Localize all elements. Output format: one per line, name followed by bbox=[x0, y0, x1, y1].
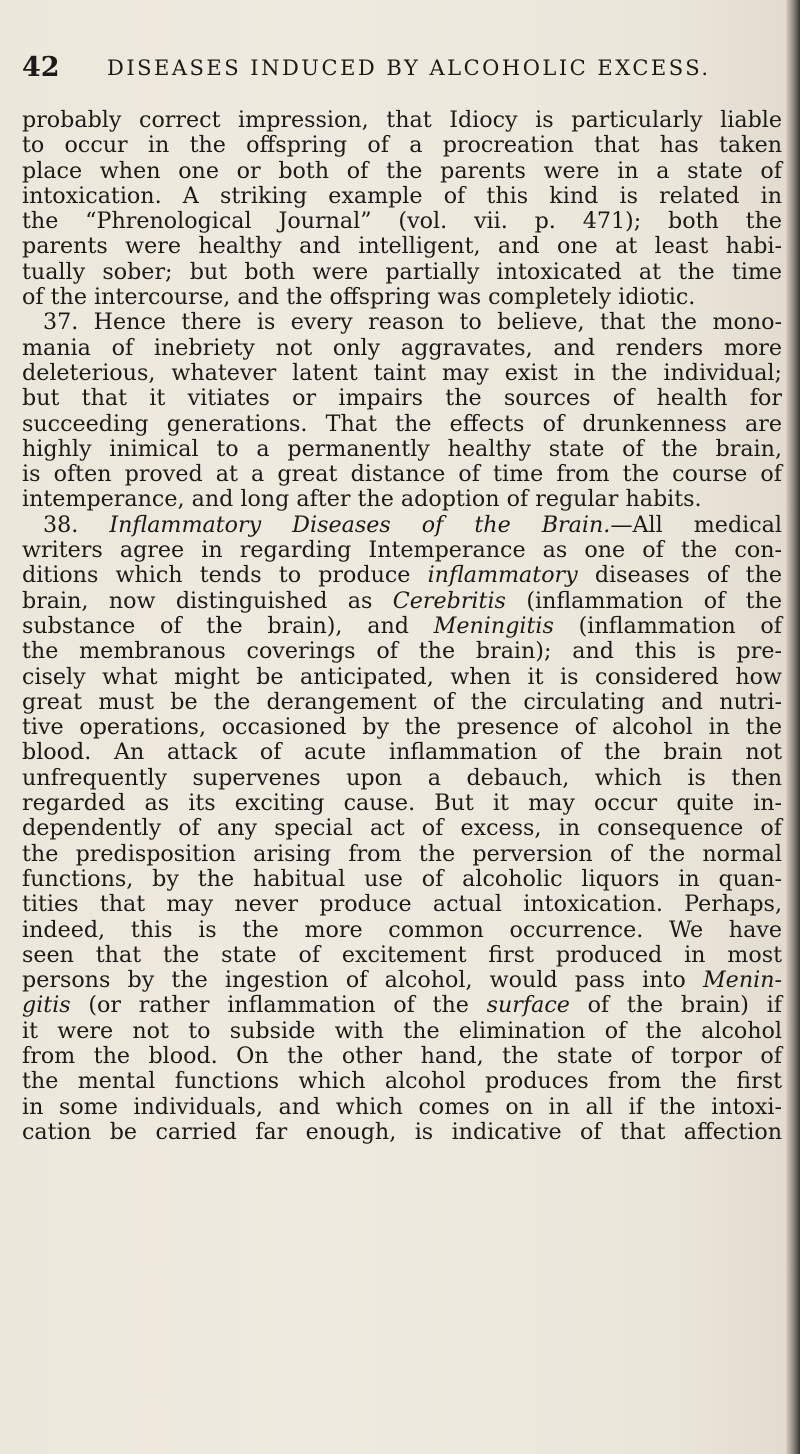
line-text: the “Phrenological Journal” (vol. vii. p. 471); both the bbox=[22, 208, 782, 235]
line-text: tities that may never produce actual intoxication. Perhaps, bbox=[22, 891, 782, 918]
text-line bbox=[22, 437, 782, 462]
line-text: of the intercourse, and the offspring was completely idiotic. bbox=[22, 284, 696, 311]
italic-term: Menin- bbox=[702, 967, 782, 994]
text-line bbox=[22, 892, 782, 917]
line-text: deleterious, whatever latent taint may exist in the individual; bbox=[22, 359, 782, 386]
text-line bbox=[22, 108, 782, 133]
line-text: tive operations, occasioned by the presence of alcohol in the bbox=[22, 714, 782, 741]
text-line bbox=[22, 1019, 782, 1044]
line-text: cation be carried far enough, is indicative of that affection bbox=[22, 1118, 782, 1145]
line-text: intemperance, and long after the adoption of regular habits. bbox=[22, 486, 702, 513]
text-line bbox=[22, 234, 782, 259]
text-line bbox=[22, 184, 782, 209]
line-text: blood. An attack of acute inflammation of the brain not bbox=[22, 739, 782, 766]
text-line bbox=[22, 412, 782, 437]
text-line bbox=[22, 867, 782, 892]
text-line bbox=[22, 639, 782, 664]
text-line bbox=[22, 918, 782, 943]
section-number: 38. bbox=[43, 511, 79, 538]
line-text: functions, by the habitual use of alcoholic liquors in quan- bbox=[22, 865, 782, 892]
line-text: highly inimical to a permanently healthy state of the brain, bbox=[22, 435, 782, 462]
page-number: 42 bbox=[22, 52, 60, 83]
line-text: substance of the brain), and bbox=[22, 612, 409, 639]
text-line bbox=[22, 589, 782, 614]
paragraph-37-start bbox=[22, 310, 782, 335]
text-line bbox=[22, 842, 782, 867]
line-text: seen that the state of excitement first produced in most bbox=[22, 941, 782, 968]
text-line bbox=[22, 943, 782, 968]
italic-term: Meningitis bbox=[433, 612, 554, 639]
text-line bbox=[22, 1095, 782, 1120]
line-text: place when one or both of the parents were in a state of bbox=[22, 157, 782, 184]
line-text: diseases of the bbox=[594, 562, 782, 589]
text-line bbox=[22, 715, 782, 740]
line-text: ditions which tends to produce bbox=[22, 562, 411, 589]
line-text: but that it vitiates or impairs the sources of health for bbox=[22, 385, 782, 412]
section-heading: Inflammatory Diseases of the Brain. bbox=[109, 511, 611, 538]
line-text: (inflammation of the bbox=[526, 587, 782, 614]
text-line bbox=[22, 538, 782, 563]
line-text: parents were healthy and intelligent, and one at least habi- bbox=[22, 233, 782, 260]
line-text: in some individuals, and which comes on in all if the intoxi- bbox=[22, 1093, 782, 1120]
page-edge-shadow bbox=[786, 0, 800, 1454]
page-header bbox=[22, 52, 711, 92]
line-text: great must be the derangement of the circulating and nutri- bbox=[22, 688, 782, 715]
text-line bbox=[22, 159, 782, 184]
paragraph-38-start bbox=[22, 513, 782, 538]
line-text: writers agree in regarding Intemperance as one of the con- bbox=[22, 537, 782, 564]
text-line bbox=[22, 209, 782, 234]
line-text: cisely what might be anticipated, when it is considered how bbox=[22, 663, 782, 690]
text-line bbox=[22, 361, 782, 386]
text-line bbox=[22, 690, 782, 715]
line-text: intoxication. A striking example of this kind is related in bbox=[22, 182, 782, 209]
text-line bbox=[22, 260, 782, 285]
text-line bbox=[22, 487, 782, 512]
line-text: (or rather inflammation of the bbox=[88, 992, 469, 1019]
running-title: DISEASES INDUCED BY ALCOHOLIC EXCESS. bbox=[107, 56, 711, 80]
text-line bbox=[22, 563, 782, 588]
text-line bbox=[22, 336, 782, 361]
line-text: (inflammation of bbox=[578, 612, 782, 639]
line-text: indeed, this is the more common occurrence. We have bbox=[22, 916, 782, 943]
italic-term: inflammatory bbox=[427, 562, 578, 589]
line-text: tually sober; but both were partially intoxicated at the time bbox=[22, 258, 782, 285]
text-line bbox=[22, 462, 782, 487]
text-line bbox=[22, 1069, 782, 1094]
text-line bbox=[22, 816, 782, 841]
text-line bbox=[22, 1044, 782, 1069]
line-text: is often proved at a great distance of time from the course of bbox=[22, 461, 782, 488]
text-line bbox=[22, 791, 782, 816]
text-line bbox=[22, 133, 782, 158]
text-line bbox=[22, 968, 782, 993]
line-text: it were not to subside with the elimination of the alcohol bbox=[22, 1017, 782, 1044]
text-line bbox=[22, 665, 782, 690]
line-text: from the blood. On the other hand, the state of torpor of bbox=[22, 1042, 782, 1069]
text-line bbox=[22, 740, 782, 765]
line-text: mania of inebriety not only aggravates, and renders more bbox=[22, 334, 782, 361]
italic-term: gitis bbox=[22, 992, 71, 1019]
line-text: succeeding generations. That the effects of drunkenness are bbox=[22, 410, 782, 437]
line-text: dependently of any special act of excess, in consequence of bbox=[22, 815, 782, 842]
line-text: —All medical bbox=[610, 511, 782, 538]
text-line bbox=[22, 1120, 782, 1145]
line-text: regarded as its exciting cause. But it may occur quite in- bbox=[22, 790, 782, 817]
italic-term: surface bbox=[486, 992, 570, 1019]
line-text: the predisposition arising from the perversion of the normal bbox=[22, 840, 782, 867]
line-text: probably correct impression, that Idiocy is particularly liable bbox=[22, 107, 782, 133]
text-line bbox=[22, 614, 782, 639]
text-line bbox=[22, 993, 782, 1018]
line-text: the mental functions which alcohol produces from the first bbox=[22, 1068, 782, 1095]
line-text: brain, now distinguished as bbox=[22, 587, 373, 614]
text-line bbox=[22, 766, 782, 791]
text-line bbox=[22, 386, 782, 411]
line-text: to occur in the offspring of a procreation that has taken bbox=[22, 132, 782, 159]
line-text: unfrequently supervenes upon a debauch, which is then bbox=[22, 764, 782, 791]
line-text: persons by the ingestion of alcohol, would pass into bbox=[22, 967, 686, 994]
line-text: 37. Hence there is every reason to believe, that the mono- bbox=[43, 309, 782, 336]
italic-term: Cerebritis bbox=[392, 587, 506, 614]
text-line bbox=[22, 285, 782, 310]
line-text: the membranous coverings of the brain); and this is pre- bbox=[22, 638, 782, 665]
body-text bbox=[22, 108, 782, 1145]
line-text: of the brain) if bbox=[587, 992, 782, 1019]
